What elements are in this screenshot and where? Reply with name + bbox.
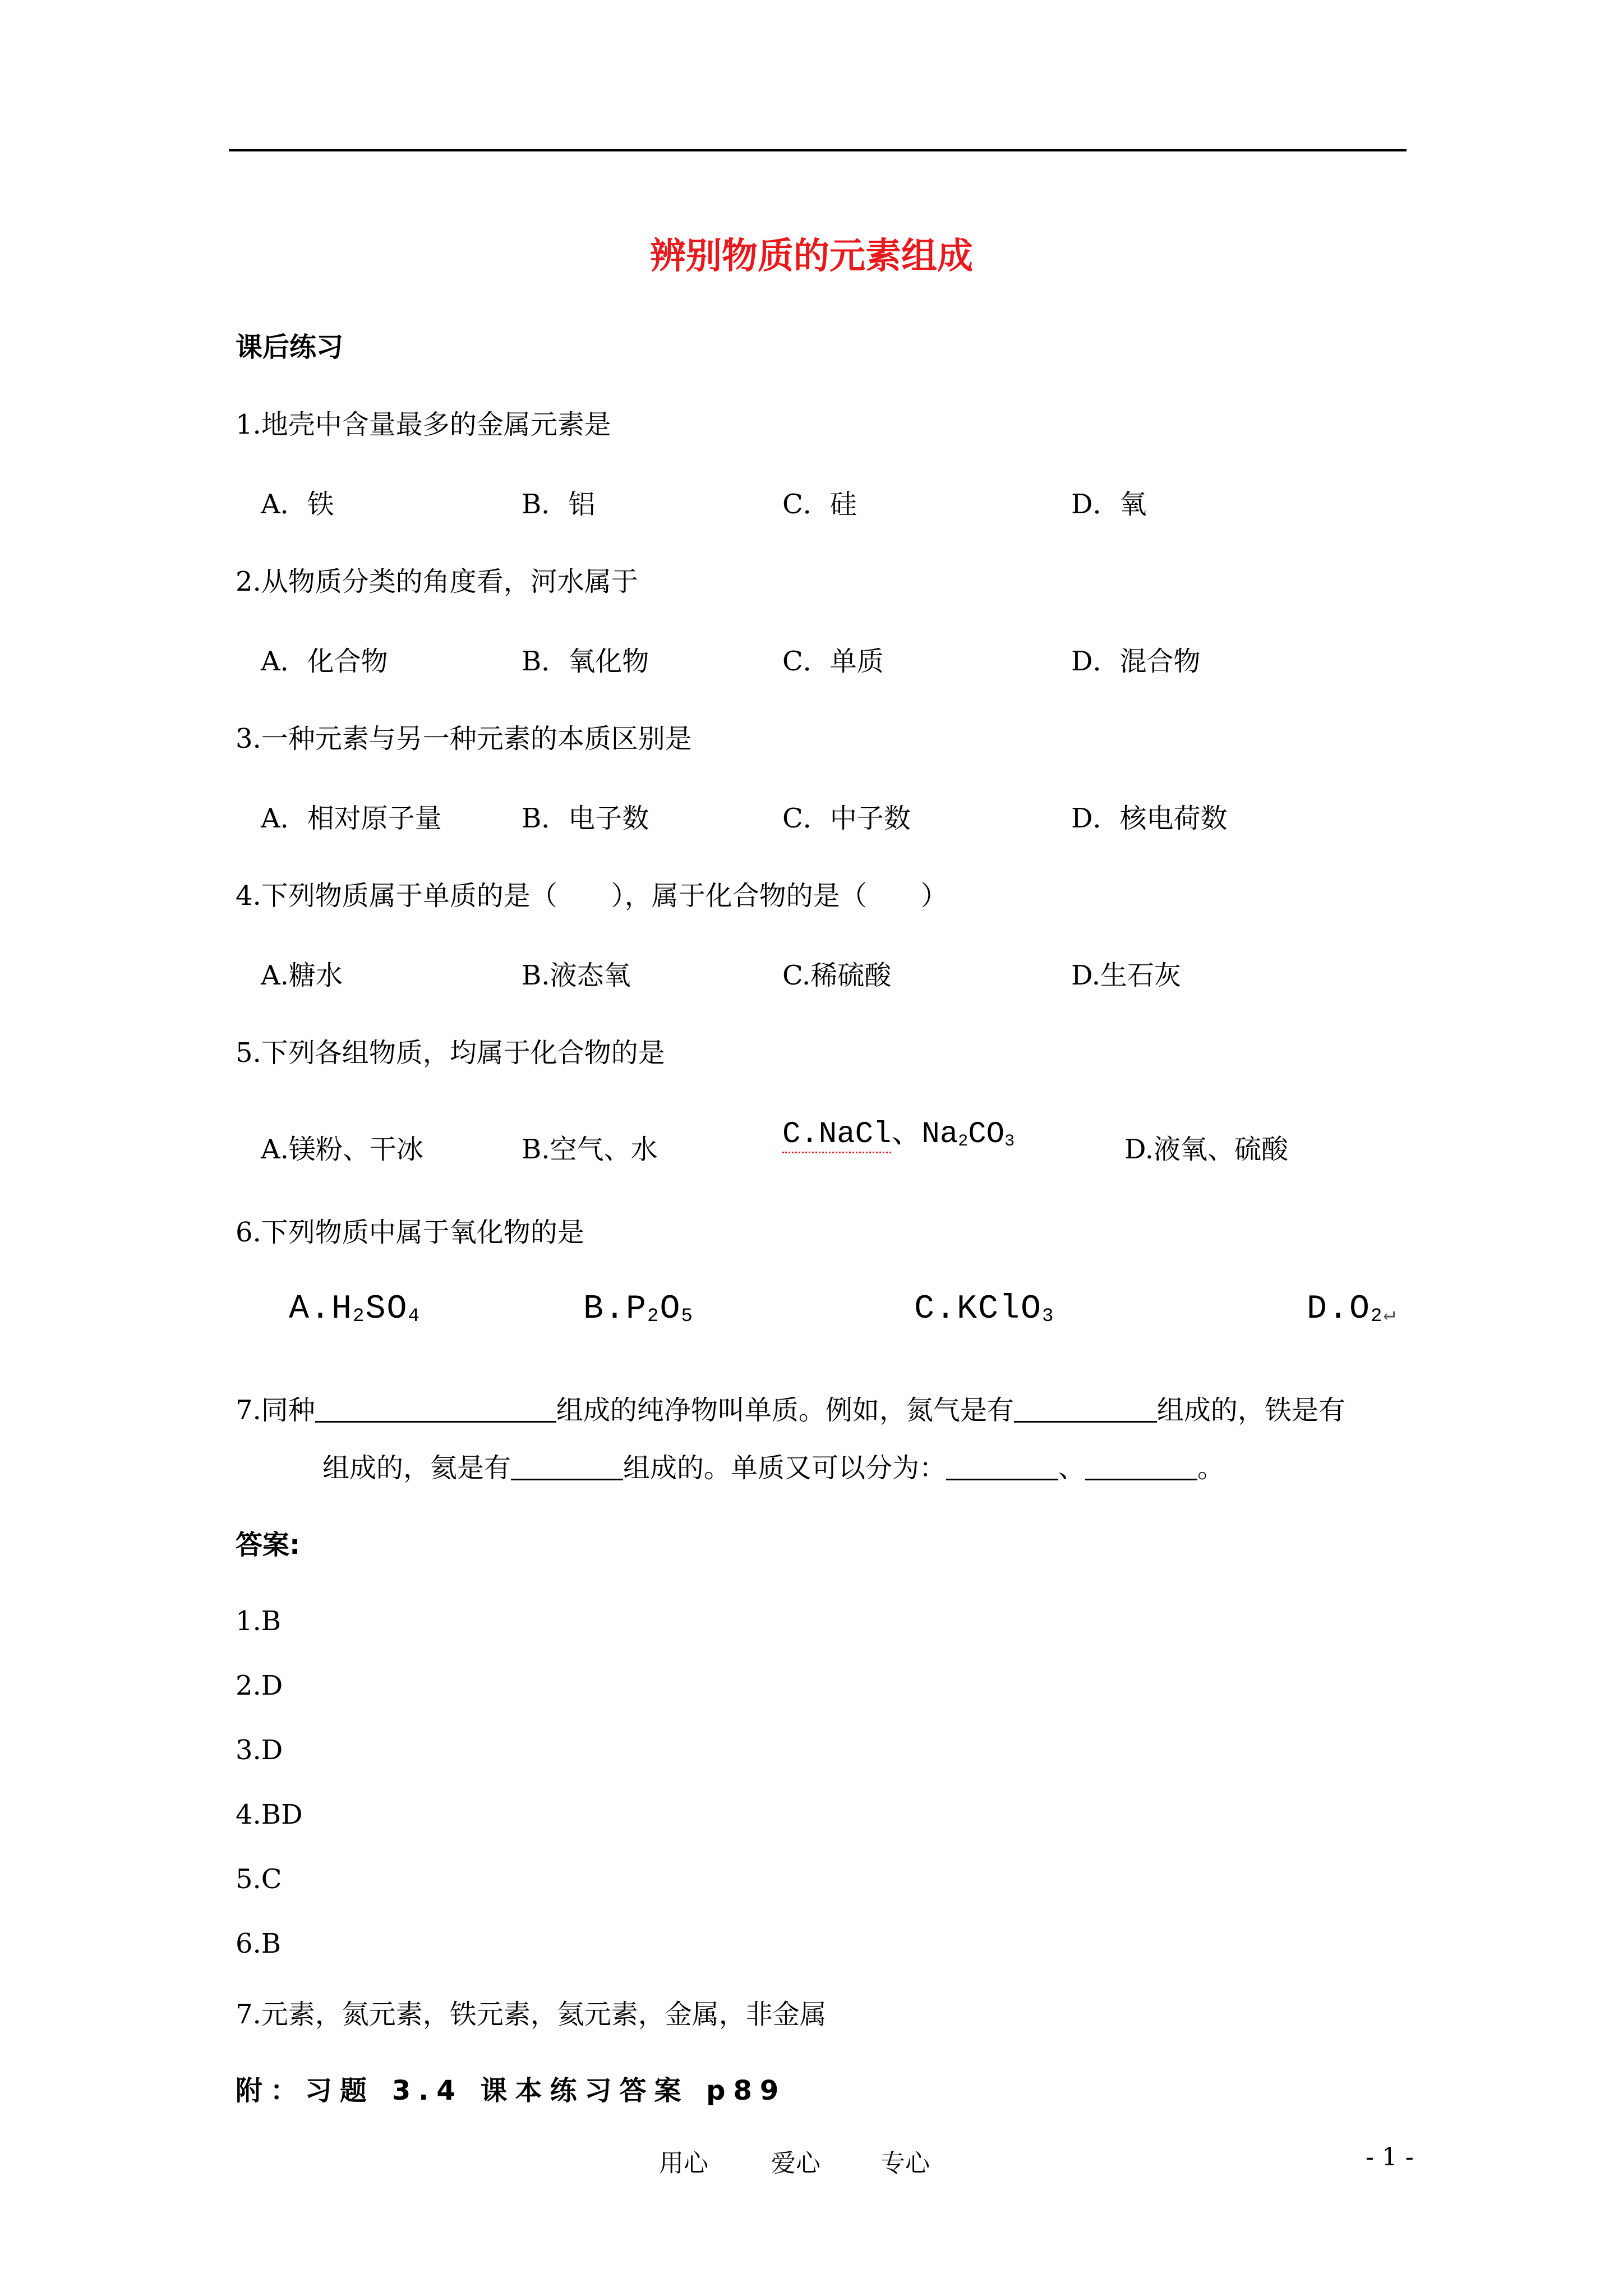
question-3-option-a: A．相对原子量	[261, 803, 442, 834]
question-5-stem: 5.下列各组物质，均属于化合物的是	[236, 1037, 665, 1069]
question-3-option-b: B．电子数	[522, 803, 649, 834]
answer-item: 1.B	[236, 1605, 282, 1637]
question-7-text: 、	[1058, 1452, 1086, 1484]
question-4-option-b: B.液态氧	[522, 960, 631, 991]
answer-blank[interactable]	[946, 1454, 1058, 1480]
question-2-option-b: B．氧化物	[522, 646, 649, 677]
answer-blank[interactable]	[315, 1396, 556, 1423]
question-4-option-d: D.生石灰	[1071, 960, 1182, 991]
question-2-stem: 2.从物质分类的角度看，河水属于	[236, 566, 638, 597]
question-6-option-b: $B.P_2O_5$	[583, 1290, 694, 1328]
footer-text-left: 用心	[659, 2149, 708, 2178]
question-6-option-d: $D.O_2↵$	[1307, 1290, 1397, 1328]
answer-item: 3.D	[236, 1734, 283, 1766]
question-5-option-b: B.空气、水	[522, 1134, 658, 1165]
section-heading-exercise: 课后练习	[236, 332, 344, 363]
page-title: 辨别物质的元素组成	[650, 236, 973, 277]
question-7-text: 组成的，氦是有	[322, 1452, 511, 1484]
question-5-option-d: D.液氧、硫酸	[1124, 1134, 1289, 1165]
question-4-option-c: C.稀硫酸	[782, 960, 892, 991]
header-rule	[229, 149, 1407, 151]
question-7-text: 组成的纯净物叫单质。例如，氮气是有	[556, 1395, 1014, 1426]
section-heading-answers: 答案:	[236, 1529, 301, 1561]
question-3-stem: 3.一种元素与另一种元素的本质区别是	[236, 723, 692, 754]
question-1-option-a: A．铁	[261, 489, 334, 520]
question-1-option-c: C．硅	[782, 489, 857, 520]
question-2-option-c: C．单质	[782, 646, 884, 677]
footer-text-right: 专心	[880, 2149, 930, 2178]
answer-blank[interactable]	[511, 1454, 623, 1480]
question-1-option-d: D．氧	[1071, 489, 1147, 520]
footer-text-middle: 爱心	[771, 2149, 820, 2178]
question-5-option-a: A.镁粉、干冰	[261, 1134, 423, 1165]
question-2-option-d: D．混合物	[1071, 646, 1201, 677]
question-5-option-c: C.NaCl、$Na_2CO_3$	[782, 1108, 1015, 1152]
question-6-option-a: $A.H_2SO_4$	[289, 1290, 421, 1328]
answer-item: 7.元素，氮元素，铁元素，氦元素，金属，非金属	[236, 1999, 827, 2030]
question-3-option-d: D．核电荷数	[1071, 803, 1228, 834]
question-7-text: 组成的。单质又可以分为：	[623, 1452, 947, 1484]
question-1-stem: 1.地壳中含量最多的金属元素是	[236, 409, 611, 440]
question-7-text: 7.同种	[236, 1395, 315, 1426]
question-6-option-c: C.KClO$_3$	[914, 1290, 1055, 1328]
question-7-text: 。	[1197, 1452, 1225, 1484]
paragraph-mark-icon: ↵	[1383, 1303, 1397, 1326]
question-1-option-b: B．铝	[522, 489, 596, 520]
question-5-option-c-formula: C.NaCl	[782, 1117, 891, 1153]
question-2-option-a: A．化合物	[261, 646, 388, 677]
question-7-text: 组成的，铁是有	[1156, 1395, 1345, 1426]
answer-item: 2.D	[236, 1670, 283, 1701]
question-7-line-1	[236, 1388, 1345, 1427]
answer-item: 4.BD	[236, 1799, 303, 1830]
question-3-option-c: C．中子数	[782, 803, 911, 834]
question-4-option-a: A.糖水	[261, 960, 343, 991]
question-6-stem: 6.下列物质中属于氧化物的是	[236, 1217, 584, 1248]
page-number: - 1 -	[1366, 2143, 1414, 2171]
answer-item: 5.C	[236, 1864, 282, 1895]
answer-item: 6.B	[236, 1928, 282, 1959]
answer-blank[interactable]	[1085, 1454, 1197, 1480]
answer-blank[interactable]	[1014, 1396, 1157, 1423]
question-7-line-2	[322, 1446, 1224, 1485]
appendix-note: 附：习题 3.4 课本练习答案 p89	[236, 2075, 787, 2106]
question-4-stem: 4.下列物质属于单质的是（ ），属于化合物的是（ ）	[236, 880, 948, 912]
